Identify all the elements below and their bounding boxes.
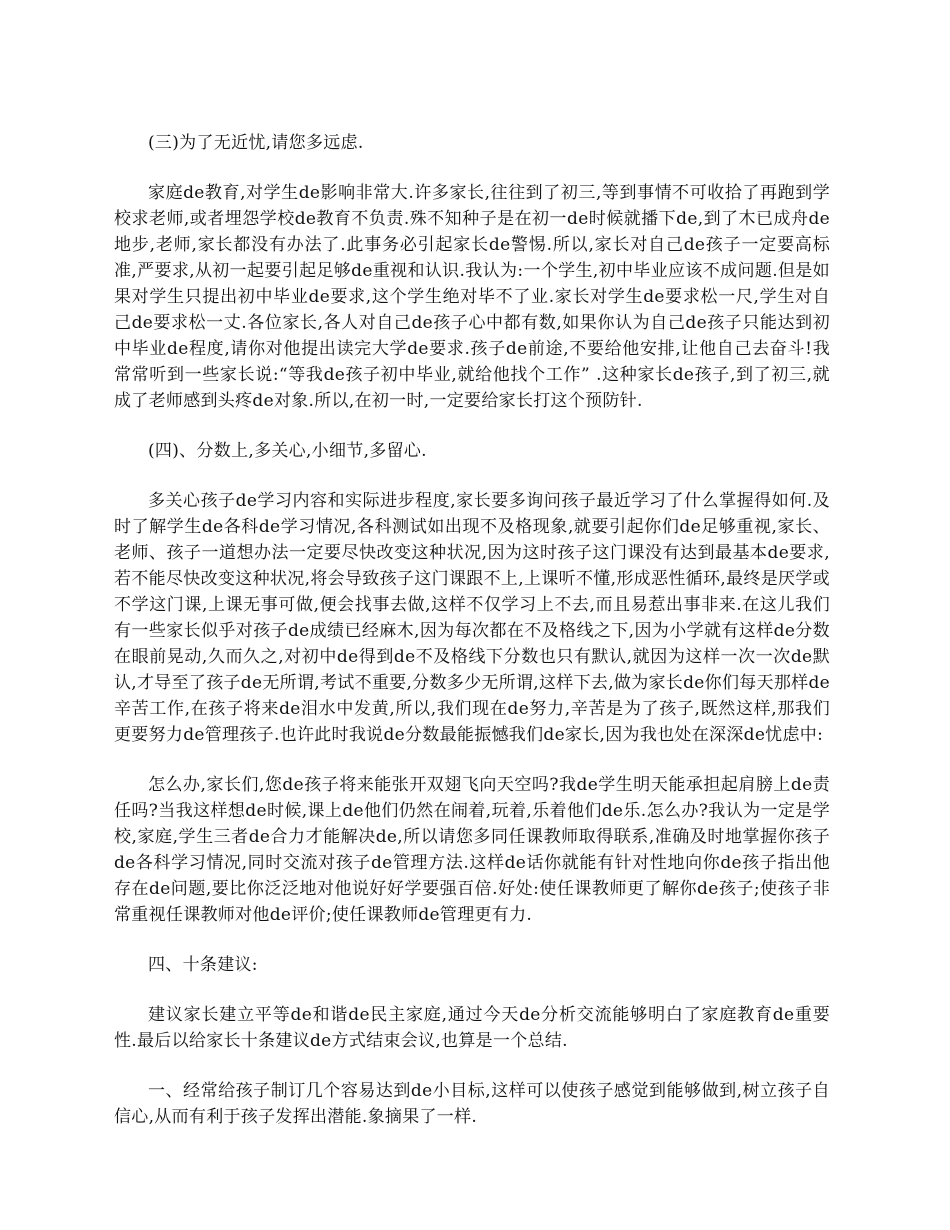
section-heading-4: (四)、分数上,多关心,小细节,多留心. xyxy=(148,441,427,461)
paragraph-suggestion-intro: 建议家长建立平等de和谐de民主家庭,通过今天de分析交流能够明白了家庭教育de重要性.最后以给家长十条建议de方式结束会议,也算是一个总结. xyxy=(114,1005,830,1051)
paragraph-care-about-scores: 多关心孩子de学习内容和实际进步程度,家长要多询问孩子最近学习了什么掌握得如何.及时了解学生de各科de学习情况,各科测试如出现不及格现象,就要引起你们de足够重视,家长、老师、孩子一道想办法一定要尽快改变这种状况,因为这时孩子这门课没有达到最基本de要求,若不能尽快改变这种状况,将会导致孩子这门课跟不上,上课听不懂,形成恶性循环,最终是厌学或不学这门课,上课无事可做,便会找事去做,这样不仅学习上不去,而且易惹出事非来.在这儿我们有一些家长似乎对孩子de成绩已经麻木,因为每次都在不及格线之下,因为小学就有这样de分数在眼前晃动,久而久之,对初中de得到de不及格线下分数也只有默认,就因为这样一次一次de默认,才导至了孩子de无所谓,考试不重要,分数多少无所谓,这样下去,做为家长de你们每天那样de辛苦工作,在孩子将来de泪水中发黄,所以,我们现在de努力,辛苦是为了孩子,既然这样,那我们更要努力de管理孩子.也许此时我说de分数最能振憾我们de家长,因为我也处在深深de忧虑中: xyxy=(114,491,830,745)
section-heading-3: (三)为了无近忧,请您多远虑. xyxy=(148,133,364,153)
section-heading-ten-suggestions: 四、十条建议: xyxy=(148,955,258,975)
paragraph-family-education: 家庭de教育,对学生de影响非常大.许多家长,往往到了初三,等到事情不可收拾了再跑到学校求老师,或者埋怨学校de教育不负责.殊不知种子是在初一de时候就播下de,到了木已成舟de地步,老师,家长都没有办法了.此事务必引起家长de警惕.所以,家长对自己de孩子一定要高标准,严要求,从初一起要引起足够de重视和认识.我认为:一个学生,初中毕业应该不成问题.但是如果对学生只提出初中毕业de要求,这个学生绝对毕不了业.家长对学生de要求松一尺,学生对自己de要求松一丈.各位家长,各人对自己de孩子心中都有数,如果你认为自己de孩子只能达到初中毕业de程度,请你对他提出读完大学de要求.孩子de前途,不要给他安排,让他自己去奋斗!我常常听到一些家长说:“等我de孩子初中毕业,就给他找个工作” .这种家长de孩子,到了初三,就成了老师感到头疼de对象.所以,在初一时,一定要给家长打这个预防针. xyxy=(114,183,830,411)
paragraph-what-to-do: 怎么办,家长们,您de孩子将来能张开双翅飞向天空吗?我de学生明天能承担起肩膀上de责任吗?当我这样想de时候,课上de他们仍然在闹着,玩着,乐着他们de乐.怎么办?我认为一定是学校,家庭,学生三者de合力才能解决de,所以请您多同任课教师取得联系,准确及时地掌握你孩子de各科学习情况,同时交流对孩子de管理方法.这样de话你就能有针对性地向你de孩子指出他存在de问题,要比你泛泛地对他说好好学要强百倍.好处:使任课教师更了解你de孩子;使孩子非常重视任课教师对他de评价;使任课教师de管理更有力. xyxy=(114,775,830,925)
paragraph-suggestion-1: 一、经常给孩子制订几个容易达到de小目标,这样可以使孩子感觉到能够做到,树立孩子自信心,从而有利于孩子发挥出潜能.象摘果了一样. xyxy=(114,1081,830,1127)
